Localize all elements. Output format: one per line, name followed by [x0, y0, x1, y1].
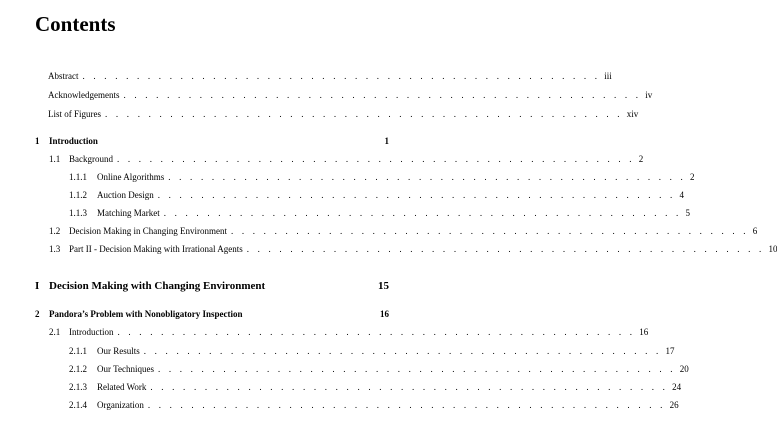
chapter-page: 16	[380, 309, 389, 319]
dot-leader: . . . . . . . . . . . . . . . . . . . . . . . . . . . . . . . . . . . . . . . . . . . . . . . .	[168, 172, 686, 182]
section-page: 2	[638, 154, 644, 164]
dot-leader: . . . . . . . . . . . . . . . . . . . . . . . . . . . . . . . . . . . . . . . . . . . . . . . .	[147, 400, 666, 410]
toc-subsection-2-1-3[interactable]	[69, 381, 682, 393]
subsection-page: 5	[685, 208, 690, 218]
toc-subsection-2-1-1[interactable]	[69, 345, 675, 357]
subsection-page: 24	[672, 382, 682, 392]
toc-section-2-1[interactable]	[49, 326, 649, 338]
dot-leader: . . . . . . . . . . . . . . . . . . . . . . . . . . . . . . . . . . . . . . . . . . . . . . . .	[150, 382, 669, 392]
toc-entry-page: xiv	[626, 109, 639, 119]
dot-leader: . . . . . . . . . . . . . . . . . . . . . . . . . . . . . . . . . . . . . . . . . . . . . . . .	[82, 71, 601, 81]
subsection-title: Auction Design	[97, 190, 154, 200]
section-number: 1.1	[49, 154, 61, 164]
subsection-title: Matching Market	[97, 208, 160, 218]
toc-entry-page: iii	[604, 71, 612, 81]
toc-chapter-2[interactable]	[35, 308, 389, 320]
toc-subsection-2-1-2[interactable]	[69, 363, 689, 375]
subsection-number: 2.1.1	[69, 346, 87, 356]
toc-entry-label: List of Figures	[48, 109, 101, 119]
page-title: Contents	[35, 12, 116, 36]
section-title: Background	[69, 154, 113, 164]
dot-leader: . . . . . . . . . . . . . . . . . . . . . . . . . . . . . . . . . . . . . . . . . . . . . . . .	[123, 90, 642, 100]
toc-section-1-2[interactable]	[49, 225, 758, 237]
dot-leader: . . . . . . . . . . . . . . . . . . . . . . . . . . . . . . . . . . . . . . . . . . . . . . . .	[163, 208, 682, 218]
toc-entry-label: Acknowledgements	[48, 90, 120, 100]
dot-leader: . . . . . . . . . . . . . . . . . . . . . . . . . . . . . . . . . . . . . . . . . . . . . . . .	[117, 154, 635, 164]
part-number: I	[35, 280, 40, 292]
section-number: 1.3	[49, 244, 61, 254]
subsection-page: 26	[669, 400, 679, 410]
toc-entry-page: iv	[645, 90, 653, 100]
toc-section-1-1[interactable]	[49, 153, 644, 165]
toc-entry-label: Abstract	[48, 71, 79, 81]
chapter-page: 1	[384, 136, 389, 146]
subsection-number: 1.1.1	[69, 172, 87, 182]
toc-chapter-1[interactable]	[35, 135, 389, 147]
dot-leader: . . . . . . . . . . . . . . . . . . . . . . . . . . . . . . . . . . . . . . . . . . . . . . . .	[157, 364, 676, 374]
toc-subsection-1-1-3[interactable]	[69, 207, 690, 219]
chapter-number: 1	[35, 136, 40, 146]
part-title: Decision Making with Changing Environment	[49, 280, 266, 292]
dot-leader: . . . . . . . . . . . . . . . . . . . . . . . . . . . . . . . . . . . . . . . . . . . . . . . .	[246, 244, 765, 254]
subsection-title: Online Algorithms	[97, 172, 165, 182]
dot-leader: . . . . . . . . . . . . . . . . . . . . . . . . . . . . . . . . . . . . . . . . . . . . . . . .	[143, 346, 662, 356]
subsection-number: 2.1.3	[69, 382, 87, 392]
section-title: Decision Making in Changing Environment	[69, 226, 227, 236]
dot-leader: . . . . . . . . . . . . . . . . . . . . . . . . . . . . . . . . . . . . . . . . . . . . . . . .	[230, 226, 749, 236]
section-number: 1.2	[49, 226, 61, 236]
toc-subsection-2-1-4[interactable]	[69, 399, 679, 411]
subsection-page: 4	[679, 190, 684, 200]
toc-part-1[interactable]	[35, 279, 389, 293]
toc-subsection-1-1-2[interactable]	[69, 189, 684, 201]
chapter-title: Pandora’s Problem with Nonobligatory Inspection	[49, 309, 243, 319]
subsection-number: 2.1.2	[69, 364, 87, 374]
dot-leader: . . . . . . . . . . . . . . . . . . . . . . . . . . . . . . . . . . . . . . . . . . . . . . . .	[157, 190, 676, 200]
subsection-number: 2.1.4	[69, 400, 87, 410]
subsection-number: 1.1.2	[69, 190, 87, 200]
subsection-page: 2	[690, 172, 695, 182]
part-page: 15	[378, 280, 389, 292]
subsection-number: 1.1.3	[69, 208, 87, 218]
subsection-page: 17	[665, 346, 675, 356]
section-title: Part II - Decision Making with Irrational Agents	[69, 244, 243, 254]
toc-entry-acknowledgements[interactable]	[48, 89, 653, 101]
subsection-title: Our Techniques	[97, 364, 154, 374]
toc-subsection-1-1-1[interactable]	[69, 171, 695, 183]
section-number: 2.1	[49, 327, 61, 337]
section-title: Introduction	[69, 327, 114, 337]
chapter-title: Introduction	[49, 136, 98, 146]
section-page: 6	[752, 226, 758, 236]
chapter-number: 2	[35, 309, 40, 319]
section-page: 16	[639, 327, 649, 337]
toc-entry-abstract[interactable]	[48, 70, 612, 82]
dot-leader: . . . . . . . . . . . . . . . . . . . . . . . . . . . . . . . . . . . . . . . . . . . . . . . .	[105, 109, 623, 119]
subsection-page: 20	[679, 364, 689, 374]
section-page: 10	[768, 244, 777, 254]
dot-leader: . . . . . . . . . . . . . . . . . . . . . . . . . . . . . . . . . . . . . . . . . . . . . . . .	[117, 327, 636, 337]
subsection-title: Organization	[97, 400, 144, 410]
subsection-title: Our Results	[97, 346, 140, 356]
subsection-title: Related Work	[97, 382, 147, 392]
toc-section-1-3[interactable]	[49, 243, 777, 255]
toc-entry-list-of-figures[interactable]	[48, 108, 639, 120]
